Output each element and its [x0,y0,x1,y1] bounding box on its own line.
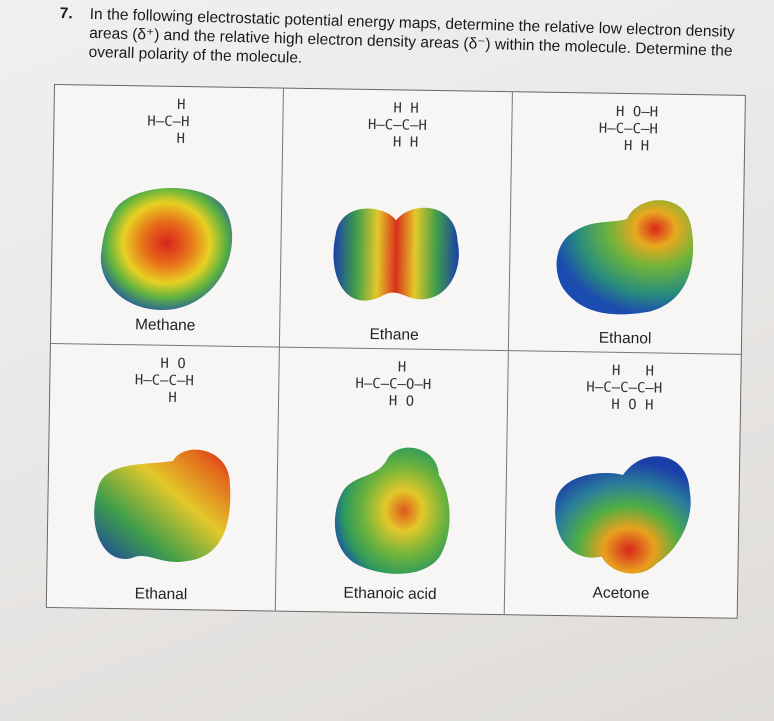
question-text: In the following electrostatic potential energy maps, determine the relative low electron density areas (δ⁺) and the relative high electron density areas (δ⁻) within the molecule. Determine the overall polarity of the molecule. [88,5,736,67]
molecule-name: Ethanal [134,585,188,604]
molecule-name: Acetone [592,584,650,603]
molecule-name: Ethanoic acid [343,584,437,604]
structural-formula: H H–C–C–O–H H O [355,359,432,410]
ethanol-esp-map [550,188,702,320]
ethane-esp-map [324,194,466,316]
structural-formula: H O H–C–C–H H [134,355,194,406]
structural-formula: H H H–C–C–C–H H O H [586,362,663,414]
cell-ethane [280,89,513,352]
cell-methane [51,85,284,348]
molecule-name: Ethanol [598,329,652,348]
cell-ethanal [47,344,280,611]
ethanoic-acid-esp-map [325,438,457,580]
methane-esp-map [90,176,242,318]
structural-formula: H H–C–H H [147,96,190,148]
cell-ethanol [509,92,745,355]
molecule-table [46,84,746,619]
ethanal-esp-map [86,440,238,572]
cell-ethanoic-acid [276,348,509,615]
molecule-name: Methane [134,316,196,335]
structural-formula: H H H–C–C–H H H [367,100,428,151]
structural-formula: H O–H H–C–C–H H H [598,103,659,155]
cell-acetone [505,351,741,618]
question-number: 7. [59,4,73,23]
acetone-esp-map [546,444,698,581]
molecule-name: Ethane [369,325,419,344]
question-block [59,4,750,67]
